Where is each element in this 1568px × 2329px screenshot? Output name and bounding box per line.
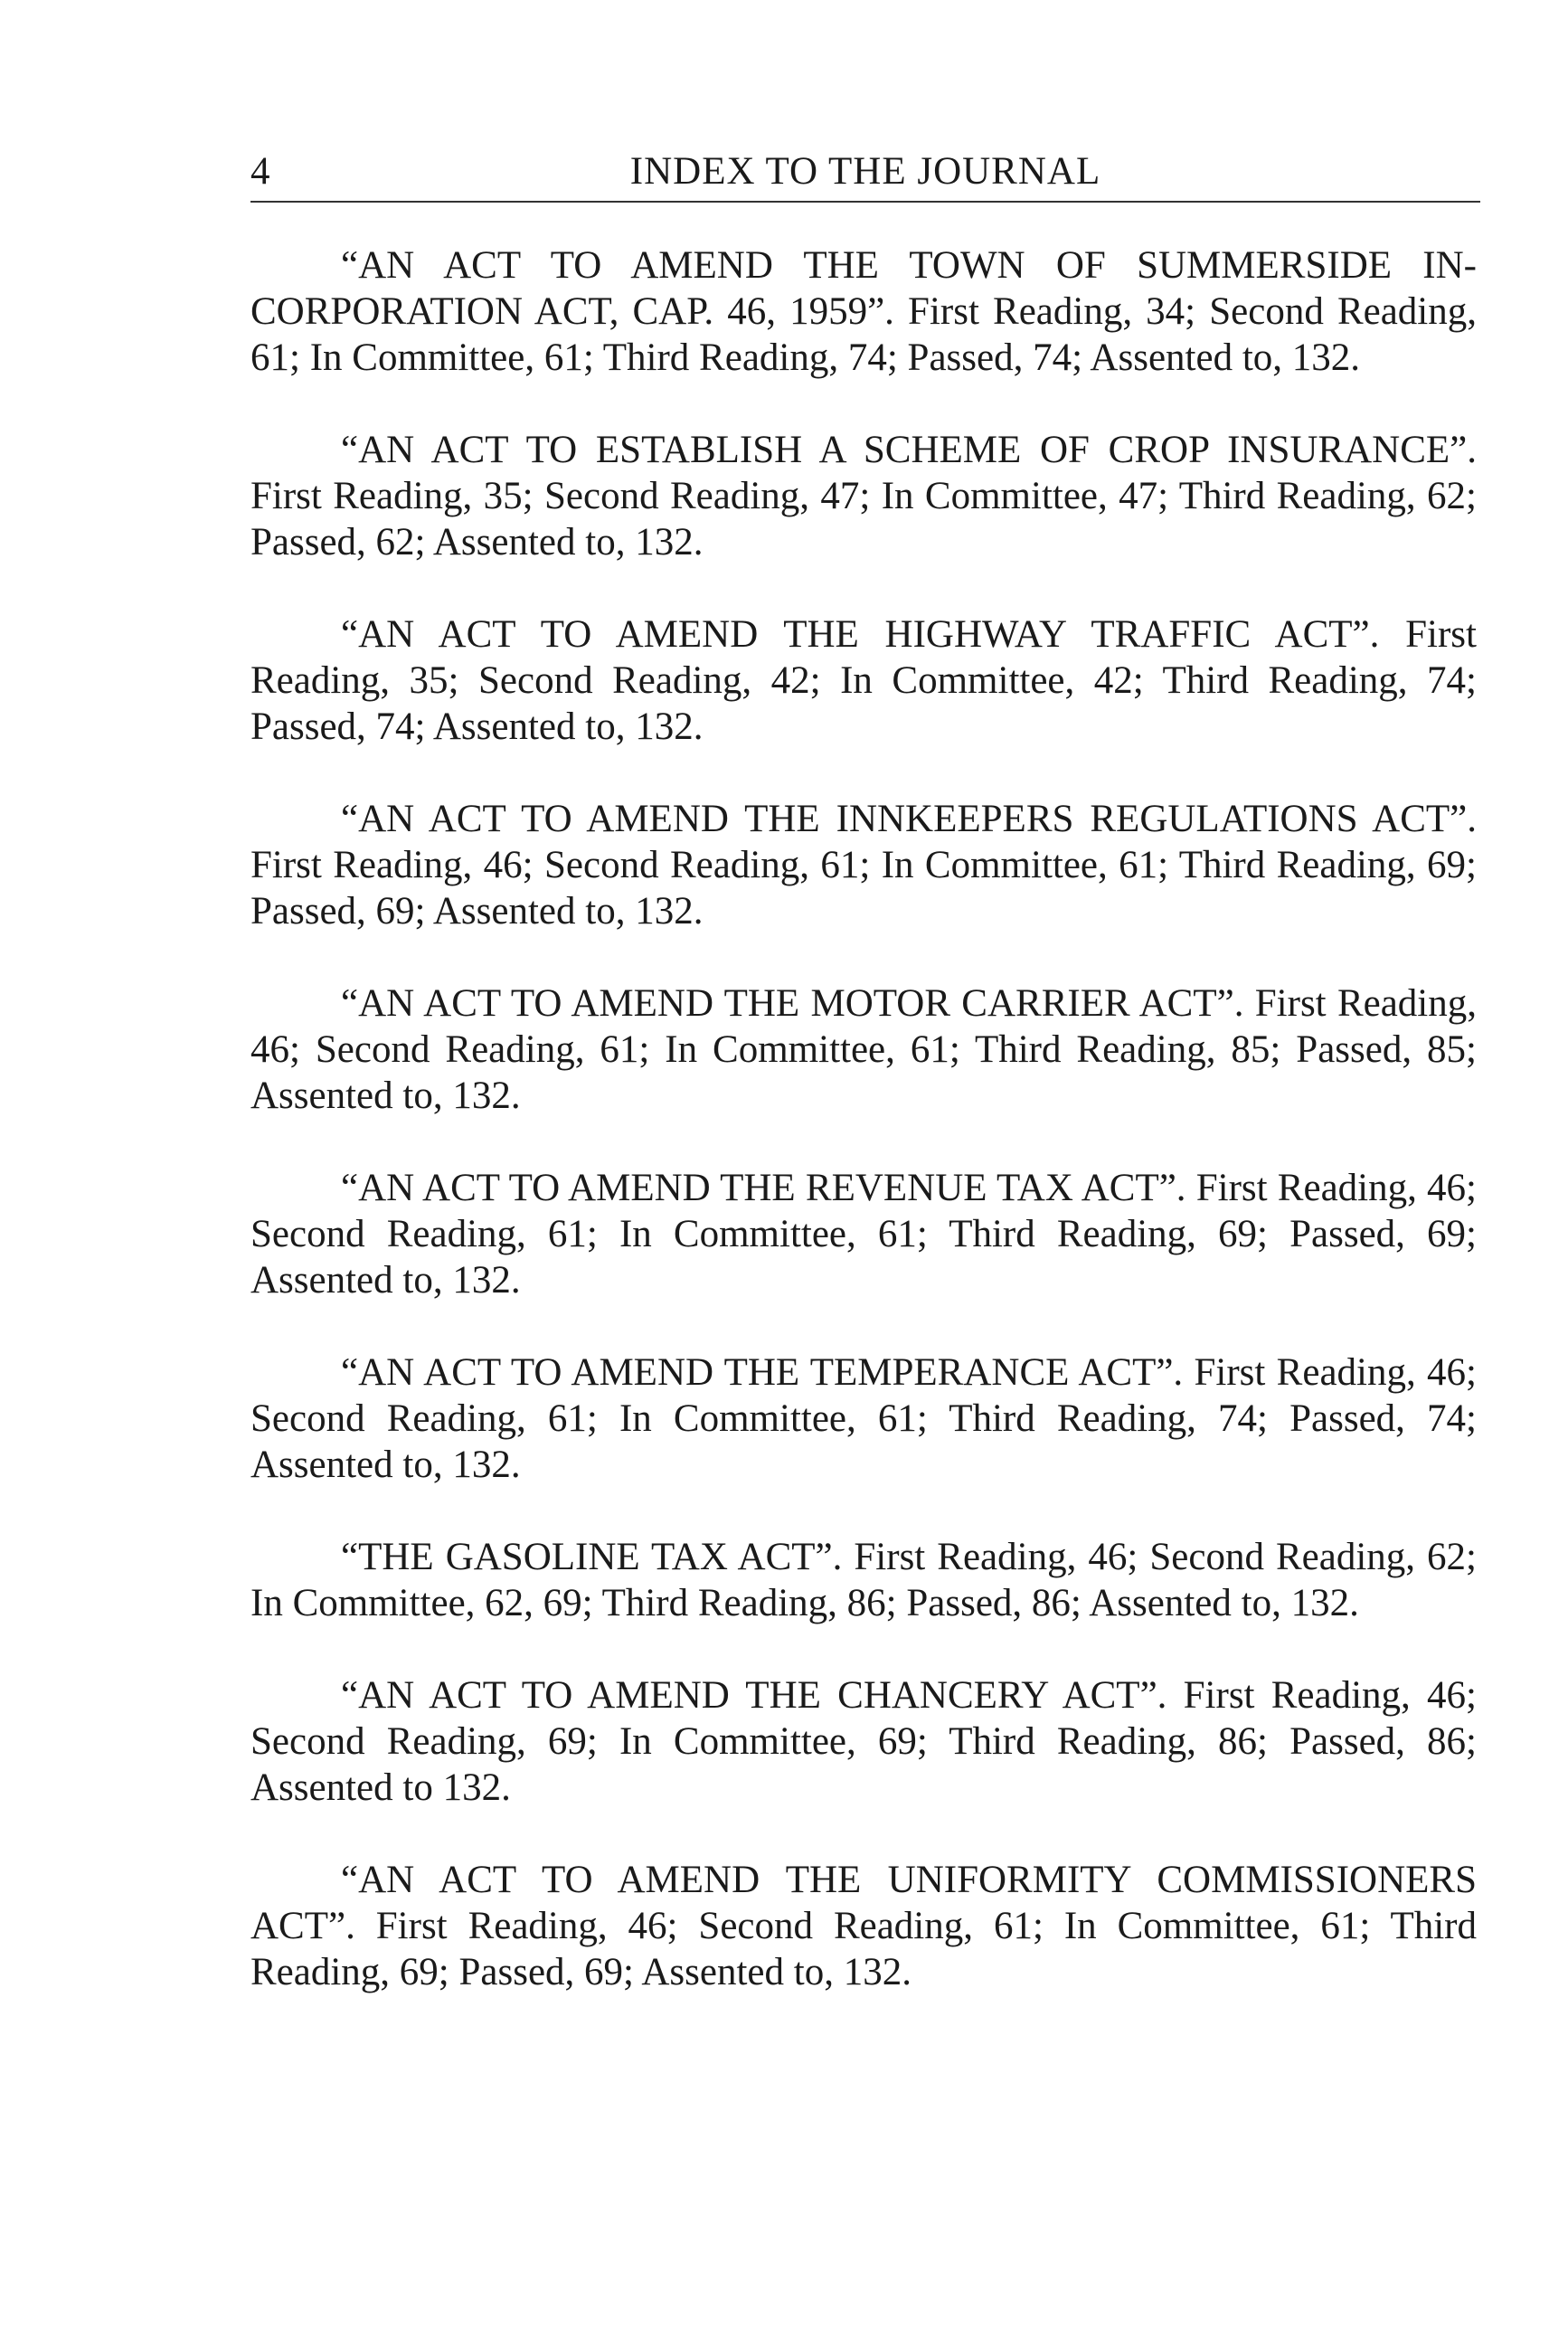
index-entry: “AN ACT TO AMEND THE TEMPERANCE ACT”. First Reading, 46; Second Reading, 61; In Committee, 61; Third Reading, 74; Passed, 74; Assented to, 132. <box>250 1351 1477 1486</box>
running-title: INDEX TO THE JOURNAL <box>629 150 1101 193</box>
page-number: 4 <box>250 150 270 193</box>
index-entry: “THE GASOLINE TAX ACT”. First Reading, 46; Second Reading, 62; In Committee, 62, 69; Third Reading, 86; Passed, 86; Assented to, 132. <box>250 1536 1477 1624</box>
index-entry: “AN ACT TO AMEND THE HIGHWAY TRAFFIC ACT”. First Reading, 35; Second Reading, 42; In Committee, 42; Third Reading, 74; Passed, 74; Assented to, 132. <box>250 613 1477 748</box>
index-entry: “AN ACT TO AMEND THE UNIFORMITY COMMISSIONERS ACT”. First Reading, 46; Second Reading, 61; In Committee, 61; Third Reading, 69; Passed, 69; Assented to, 132. <box>250 1859 1477 1993</box>
index-entry: “AN ACT TO AMEND THE TOWN OF SUMMERSIDE INCORPORATION ACT, CAP. 46, 1959”. First Reading, 34; Second Reading, 61; In Committee, 61; Third Reading, 74; Passed, 74; Assented to, 132. <box>250 244 1477 379</box>
index-entry: “AN ACT TO AMEND THE CHANCERY ACT”. First Reading, 46; Second Reading, 69; In Committee, 69; Third Reading, 86; Passed, 86; Assented to 132. <box>250 1674 1477 1809</box>
page-header <box>250 145 1480 199</box>
index-entry: “AN ACT TO AMEND THE MOTOR CARRIER ACT”. First Reading, 46; Second Reading, 61; In Committee, 61; Third Reading, 85; Passed, 85; Assented to, 132. <box>250 982 1477 1117</box>
index-entries <box>250 242 1477 2041</box>
index-entry: “AN ACT TO ESTABLISH A SCHEME OF CROP INSURANCE”. First Reading, 35; Second Reading, 47; In Committee, 47; Third Reading, 62; Passed, 62; Assented to, 132. <box>250 429 1477 563</box>
header-rule <box>250 201 1480 203</box>
index-entry: “AN ACT TO AMEND THE INNKEEPERS REGULATIONS ACT”. First Reading, 46; Second Reading, 61; In Committee, 61; Third Reading, 69; Passed, 69; Assented to, 132. <box>250 798 1477 933</box>
index-entry: “AN ACT TO AMEND THE REVENUE TAX ACT”. First Reading, 46; Second Reading, 61; In Committee, 61; Third Reading, 69; Passed, 69; Assented to, 132. <box>250 1167 1477 1302</box>
